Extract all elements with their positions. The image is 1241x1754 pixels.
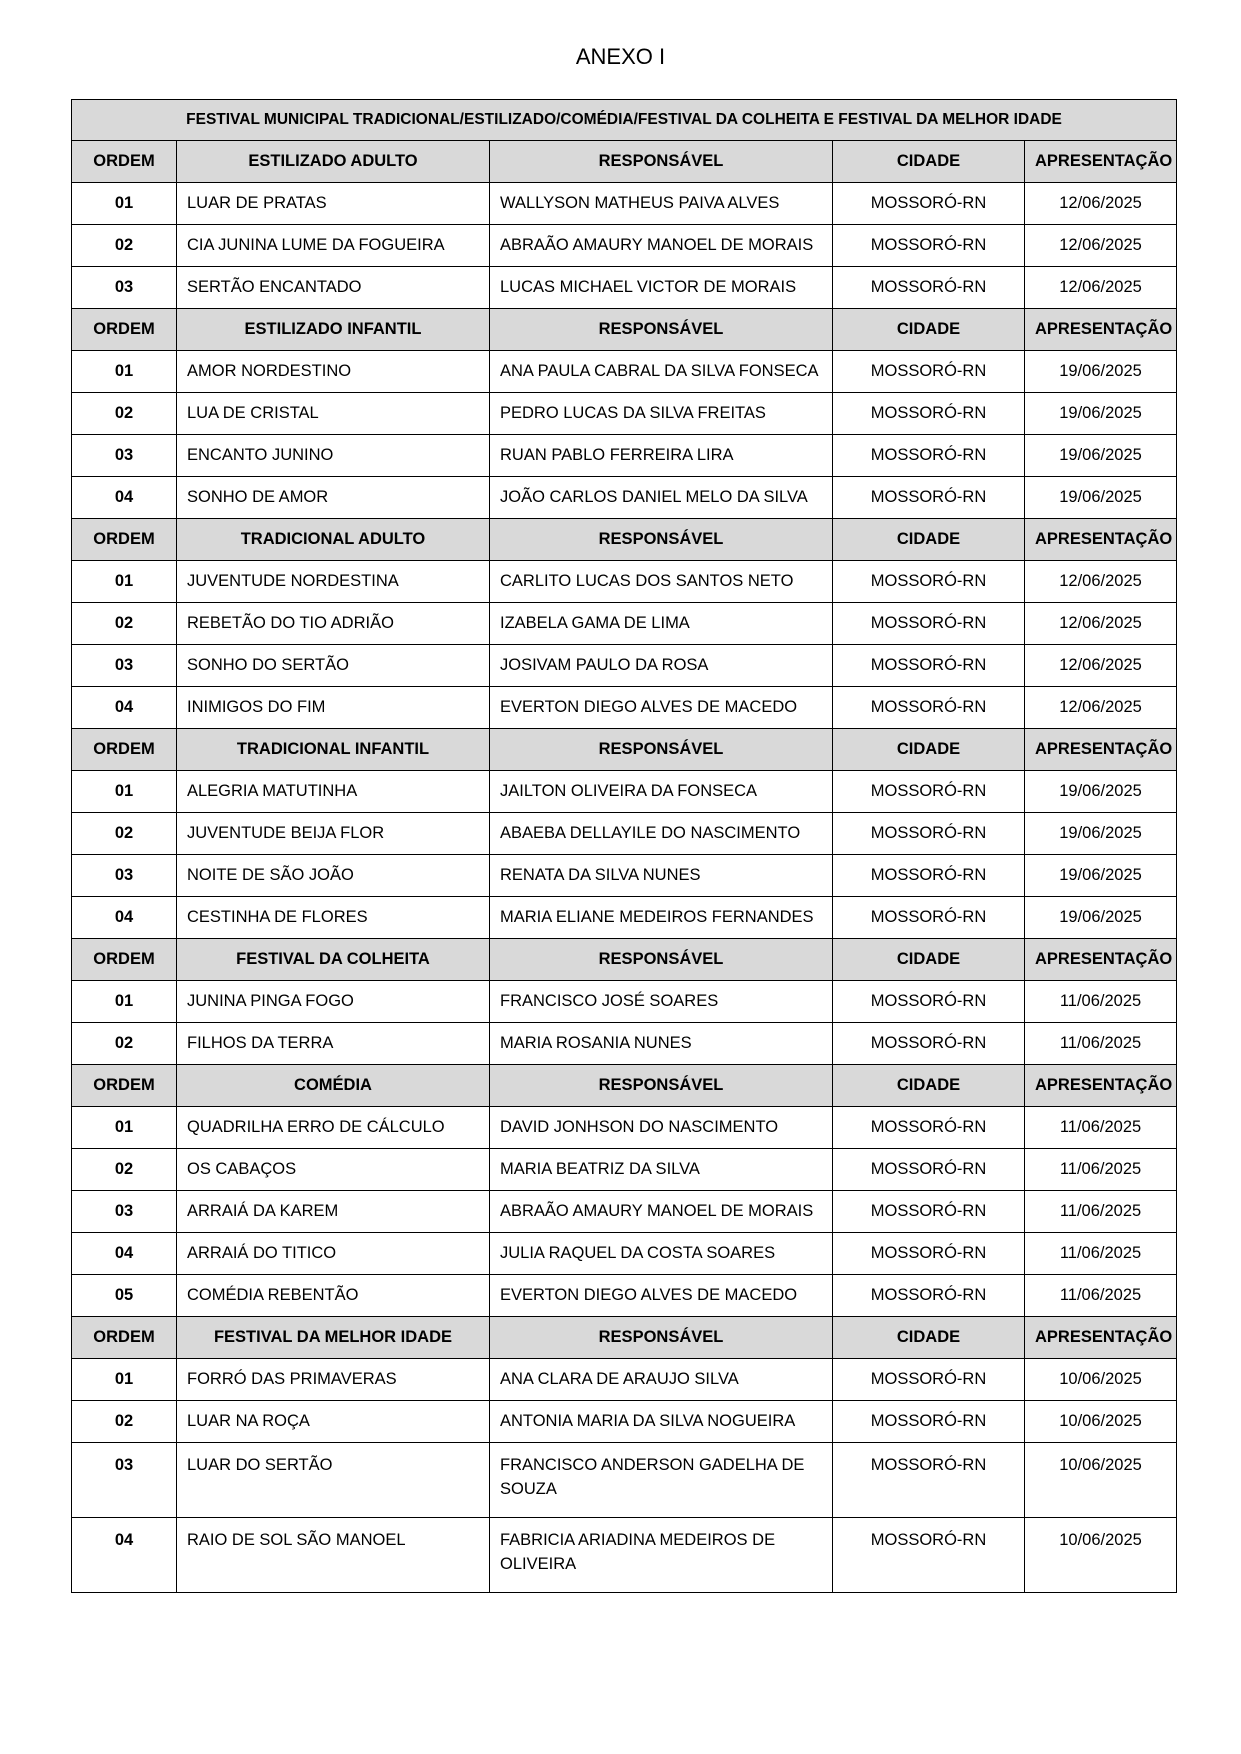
table-row [72, 855, 1177, 897]
table-banner: FESTIVAL MUNICIPAL TRADICIONAL/ESTILIZADO/COMÉDIA/FESTIVAL DA COLHEITA E FESTIVAL DA MELHOR IDADE [72, 100, 1177, 141]
row-group-name: ENCANTO JUNINO [177, 435, 490, 477]
column-header-cidade: CIDADE [833, 309, 1025, 351]
row-responsavel: FRANCISCO ANDERSON GADELHA DE SOUZA [490, 1443, 833, 1518]
row-ordem: 03 [72, 1443, 177, 1518]
table-row [72, 813, 1177, 855]
row-cidade: MOSSORÓ-RN [833, 645, 1025, 687]
row-ordem: 03 [72, 267, 177, 309]
row-ordem: 01 [72, 561, 177, 603]
row-responsavel: JAILTON OLIVEIRA DA FONSECA [490, 771, 833, 813]
row-ordem: 02 [72, 1149, 177, 1191]
row-apresentacao-date: 19/06/2025 [1025, 477, 1177, 519]
column-header-apresentacao: APRESENTAÇÃO [1025, 939, 1177, 981]
row-apresentacao-date: 12/06/2025 [1025, 561, 1177, 603]
row-cidade: MOSSORÓ-RN [833, 1518, 1025, 1593]
row-group-name: SONHO DE AMOR [177, 477, 490, 519]
table-row [72, 477, 1177, 519]
row-responsavel: DAVID JONHSON DO NASCIMENTO [490, 1107, 833, 1149]
table-row [72, 393, 1177, 435]
section-header-row [72, 729, 1177, 771]
row-apresentacao-date: 19/06/2025 [1025, 813, 1177, 855]
row-ordem: 02 [72, 603, 177, 645]
row-ordem: 04 [72, 477, 177, 519]
column-header-ordem: ORDEM [72, 141, 177, 183]
column-header-responsavel: RESPONSÁVEL [490, 519, 833, 561]
row-cidade: MOSSORÓ-RN [833, 771, 1025, 813]
row-apresentacao-date: 19/06/2025 [1025, 351, 1177, 393]
row-apresentacao-date: 11/06/2025 [1025, 1275, 1177, 1317]
row-group-name: REBETÃO DO TIO ADRIÃO [177, 603, 490, 645]
column-header-responsavel: RESPONSÁVEL [490, 1317, 833, 1359]
row-responsavel: ABRAÃO AMAURY MANOEL DE MORAIS [490, 1191, 833, 1233]
table-row [72, 1518, 1177, 1593]
table-row [72, 771, 1177, 813]
row-responsavel: WALLYSON MATHEUS PAIVA ALVES [490, 183, 833, 225]
row-cidade: MOSSORÓ-RN [833, 981, 1025, 1023]
row-ordem: 02 [72, 225, 177, 267]
row-group-name: ARRAIÁ DO TITICO [177, 1233, 490, 1275]
row-responsavel: RUAN PABLO FERREIRA LIRA [490, 435, 833, 477]
row-ordem: 03 [72, 645, 177, 687]
column-header-ordem: ORDEM [72, 309, 177, 351]
column-header-cidade: CIDADE [833, 729, 1025, 771]
table-banner-row [72, 100, 1177, 141]
row-apresentacao-date: 12/06/2025 [1025, 225, 1177, 267]
row-apresentacao-date: 12/06/2025 [1025, 603, 1177, 645]
row-responsavel: ABAEBA DELLAYILE DO NASCIMENTO [490, 813, 833, 855]
row-cidade: MOSSORÓ-RN [833, 183, 1025, 225]
row-ordem: 01 [72, 1107, 177, 1149]
column-header-apresentacao: APRESENTAÇÃO [1025, 729, 1177, 771]
column-header-apresentacao: APRESENTAÇÃO [1025, 519, 1177, 561]
row-apresentacao-date: 11/06/2025 [1025, 1233, 1177, 1275]
row-group-name: LUA DE CRISTAL [177, 393, 490, 435]
row-ordem: 01 [72, 771, 177, 813]
row-group-name: COMÉDIA REBENTÃO [177, 1275, 490, 1317]
column-header-ordem: ORDEM [72, 1317, 177, 1359]
row-ordem: 02 [72, 1401, 177, 1443]
row-ordem: 04 [72, 687, 177, 729]
row-responsavel: MARIA ELIANE MEDEIROS FERNANDES [490, 897, 833, 939]
row-apresentacao-date: 10/06/2025 [1025, 1359, 1177, 1401]
row-apresentacao-date: 12/06/2025 [1025, 183, 1177, 225]
section-category-header: TRADICIONAL INFANTIL [177, 729, 490, 771]
section-header-row [72, 1065, 1177, 1107]
row-ordem: 04 [72, 1233, 177, 1275]
row-cidade: MOSSORÓ-RN [833, 435, 1025, 477]
row-responsavel: IZABELA GAMA DE LIMA [490, 603, 833, 645]
row-cidade: MOSSORÓ-RN [833, 1023, 1025, 1065]
table-row [72, 1233, 1177, 1275]
section-category-header: COMÉDIA [177, 1065, 490, 1107]
row-ordem: 02 [72, 1023, 177, 1065]
row-group-name: CESTINHA DE FLORES [177, 897, 490, 939]
row-responsavel: LUCAS MICHAEL VICTOR DE MORAIS [490, 267, 833, 309]
row-cidade: MOSSORÓ-RN [833, 687, 1025, 729]
table-row [72, 603, 1177, 645]
table-row [72, 1401, 1177, 1443]
row-group-name: AMOR NORDESTINO [177, 351, 490, 393]
row-ordem: 02 [72, 813, 177, 855]
row-apresentacao-date: 11/06/2025 [1025, 981, 1177, 1023]
row-ordem: 02 [72, 393, 177, 435]
row-responsavel: ANA CLARA DE ARAUJO SILVA [490, 1359, 833, 1401]
table-row [72, 561, 1177, 603]
row-group-name: LUAR NA ROÇA [177, 1401, 490, 1443]
row-group-name: FORRÓ DAS PRIMAVERAS [177, 1359, 490, 1401]
table-row [72, 1107, 1177, 1149]
column-header-cidade: CIDADE [833, 519, 1025, 561]
row-ordem: 03 [72, 1191, 177, 1233]
row-responsavel: FRANCISCO JOSÉ SOARES [490, 981, 833, 1023]
table-row [72, 183, 1177, 225]
row-apresentacao-date: 11/06/2025 [1025, 1149, 1177, 1191]
row-apresentacao-date: 12/06/2025 [1025, 645, 1177, 687]
row-cidade: MOSSORÓ-RN [833, 855, 1025, 897]
row-responsavel: FABRICIA ARIADINA MEDEIROS DE OLIVEIRA [490, 1518, 833, 1593]
column-header-ordem: ORDEM [72, 519, 177, 561]
row-cidade: MOSSORÓ-RN [833, 1149, 1025, 1191]
row-cidade: MOSSORÓ-RN [833, 1359, 1025, 1401]
row-responsavel: PEDRO LUCAS DA SILVA FREITAS [490, 393, 833, 435]
row-responsavel: EVERTON DIEGO ALVES DE MACEDO [490, 687, 833, 729]
row-apresentacao-date: 12/06/2025 [1025, 267, 1177, 309]
row-ordem: 01 [72, 1359, 177, 1401]
section-category-header: ESTILIZADO ADULTO [177, 141, 490, 183]
column-header-responsavel: RESPONSÁVEL [490, 141, 833, 183]
table-row [72, 225, 1177, 267]
column-header-responsavel: RESPONSÁVEL [490, 1065, 833, 1107]
column-header-ordem: ORDEM [72, 1065, 177, 1107]
row-responsavel: CARLITO LUCAS DOS SANTOS NETO [490, 561, 833, 603]
row-ordem: 01 [72, 183, 177, 225]
column-header-responsavel: RESPONSÁVEL [490, 939, 833, 981]
row-group-name: CIA JUNINA LUME DA FOGUEIRA [177, 225, 490, 267]
row-apresentacao-date: 10/06/2025 [1025, 1401, 1177, 1443]
row-cidade: MOSSORÓ-RN [833, 897, 1025, 939]
column-header-apresentacao: APRESENTAÇÃO [1025, 1317, 1177, 1359]
section-header-row [72, 141, 1177, 183]
column-header-ordem: ORDEM [72, 939, 177, 981]
section-category-header: TRADICIONAL ADULTO [177, 519, 490, 561]
row-group-name: JUNINA PINGA FOGO [177, 981, 490, 1023]
table-row [72, 1149, 1177, 1191]
row-ordem: 03 [72, 435, 177, 477]
row-responsavel: MARIA BEATRIZ DA SILVA [490, 1149, 833, 1191]
row-responsavel: ANA PAULA CABRAL DA SILVA FONSECA [490, 351, 833, 393]
row-cidade: MOSSORÓ-RN [833, 351, 1025, 393]
row-responsavel: EVERTON DIEGO ALVES DE MACEDO [490, 1275, 833, 1317]
row-cidade: MOSSORÓ-RN [833, 1107, 1025, 1149]
row-group-name: QUADRILHA ERRO DE CÁLCULO [177, 1107, 490, 1149]
table-row [72, 981, 1177, 1023]
row-ordem: 01 [72, 981, 177, 1023]
row-cidade: MOSSORÓ-RN [833, 267, 1025, 309]
table-row [72, 1275, 1177, 1317]
row-group-name: RAIO DE SOL SÃO MANOEL [177, 1518, 490, 1593]
table-row [72, 897, 1177, 939]
row-group-name: ARRAIÁ DA KAREM [177, 1191, 490, 1233]
row-responsavel: MARIA ROSANIA NUNES [490, 1023, 833, 1065]
row-apresentacao-date: 19/06/2025 [1025, 393, 1177, 435]
row-cidade: MOSSORÓ-RN [833, 1443, 1025, 1518]
column-header-apresentacao: APRESENTAÇÃO [1025, 141, 1177, 183]
section-category-header: ESTILIZADO INFANTIL [177, 309, 490, 351]
column-header-apresentacao: APRESENTAÇÃO [1025, 1065, 1177, 1107]
row-cidade: MOSSORÓ-RN [833, 603, 1025, 645]
section-header-row [72, 309, 1177, 351]
column-header-cidade: CIDADE [833, 141, 1025, 183]
row-cidade: MOSSORÓ-RN [833, 477, 1025, 519]
row-group-name: ALEGRIA MATUTINHA [177, 771, 490, 813]
row-responsavel: JULIA RAQUEL DA COSTA SOARES [490, 1233, 833, 1275]
table-row [72, 267, 1177, 309]
section-category-header: FESTIVAL DA MELHOR IDADE [177, 1317, 490, 1359]
row-group-name: LUAR DO SERTÃO [177, 1443, 490, 1518]
column-header-cidade: CIDADE [833, 939, 1025, 981]
row-cidade: MOSSORÓ-RN [833, 1275, 1025, 1317]
section-category-header: FESTIVAL DA COLHEITA [177, 939, 490, 981]
row-apresentacao-date: 11/06/2025 [1025, 1023, 1177, 1065]
section-header-row [72, 1317, 1177, 1359]
row-responsavel: JOÃO CARLOS DANIEL MELO DA SILVA [490, 477, 833, 519]
row-apresentacao-date: 11/06/2025 [1025, 1107, 1177, 1149]
column-header-responsavel: RESPONSÁVEL [490, 729, 833, 771]
row-cidade: MOSSORÓ-RN [833, 1401, 1025, 1443]
row-apresentacao-date: 19/06/2025 [1025, 897, 1177, 939]
row-ordem: 05 [72, 1275, 177, 1317]
table-row [72, 1443, 1177, 1518]
column-header-ordem: ORDEM [72, 729, 177, 771]
row-cidade: MOSSORÓ-RN [833, 393, 1025, 435]
section-header-row [72, 519, 1177, 561]
row-group-name: FILHOS DA TERRA [177, 1023, 490, 1065]
column-header-cidade: CIDADE [833, 1317, 1025, 1359]
row-cidade: MOSSORÓ-RN [833, 225, 1025, 267]
row-group-name: OS CABAÇOS [177, 1149, 490, 1191]
row-cidade: MOSSORÓ-RN [833, 1191, 1025, 1233]
column-header-cidade: CIDADE [833, 1065, 1025, 1107]
row-apresentacao-date: 19/06/2025 [1025, 771, 1177, 813]
row-group-name: LUAR DE PRATAS [177, 183, 490, 225]
row-responsavel: ANTONIA MARIA DA SILVA NOGUEIRA [490, 1401, 833, 1443]
column-header-apresentacao: APRESENTAÇÃO [1025, 309, 1177, 351]
row-ordem: 04 [72, 1518, 177, 1593]
row-apresentacao-date: 12/06/2025 [1025, 687, 1177, 729]
table-row [72, 435, 1177, 477]
row-apresentacao-date: 10/06/2025 [1025, 1518, 1177, 1593]
document-title: ANEXO I [575, 44, 666, 69]
table-row [72, 687, 1177, 729]
row-ordem: 01 [72, 351, 177, 393]
table-row [72, 351, 1177, 393]
row-group-name: JUVENTUDE BEIJA FLOR [177, 813, 490, 855]
row-cidade: MOSSORÓ-RN [833, 813, 1025, 855]
row-group-name: INIMIGOS DO FIM [177, 687, 490, 729]
festival-table [71, 99, 1177, 1593]
row-ordem: 04 [72, 897, 177, 939]
row-apresentacao-date: 19/06/2025 [1025, 435, 1177, 477]
row-group-name: SERTÃO ENCANTADO [177, 267, 490, 309]
row-apresentacao-date: 19/06/2025 [1025, 855, 1177, 897]
table-row [72, 1191, 1177, 1233]
festival-table-body [72, 100, 1177, 1593]
row-responsavel: RENATA DA SILVA NUNES [490, 855, 833, 897]
table-row [72, 1359, 1177, 1401]
row-ordem: 03 [72, 855, 177, 897]
table-row [72, 1023, 1177, 1065]
row-cidade: MOSSORÓ-RN [833, 561, 1025, 603]
row-apresentacao-date: 10/06/2025 [1025, 1443, 1177, 1518]
column-header-responsavel: RESPONSÁVEL [490, 309, 833, 351]
table-row [72, 645, 1177, 687]
row-responsavel: JOSIVAM PAULO DA ROSA [490, 645, 833, 687]
row-group-name: JUVENTUDE NORDESTINA [177, 561, 490, 603]
row-apresentacao-date: 11/06/2025 [1025, 1191, 1177, 1233]
row-group-name: NOITE DE SÃO JOÃO [177, 855, 490, 897]
row-cidade: MOSSORÓ-RN [833, 1233, 1025, 1275]
section-header-row [72, 939, 1177, 981]
row-responsavel: ABRAÃO AMAURY MANOEL DE MORAIS [490, 225, 833, 267]
row-group-name: SONHO DO SERTÃO [177, 645, 490, 687]
